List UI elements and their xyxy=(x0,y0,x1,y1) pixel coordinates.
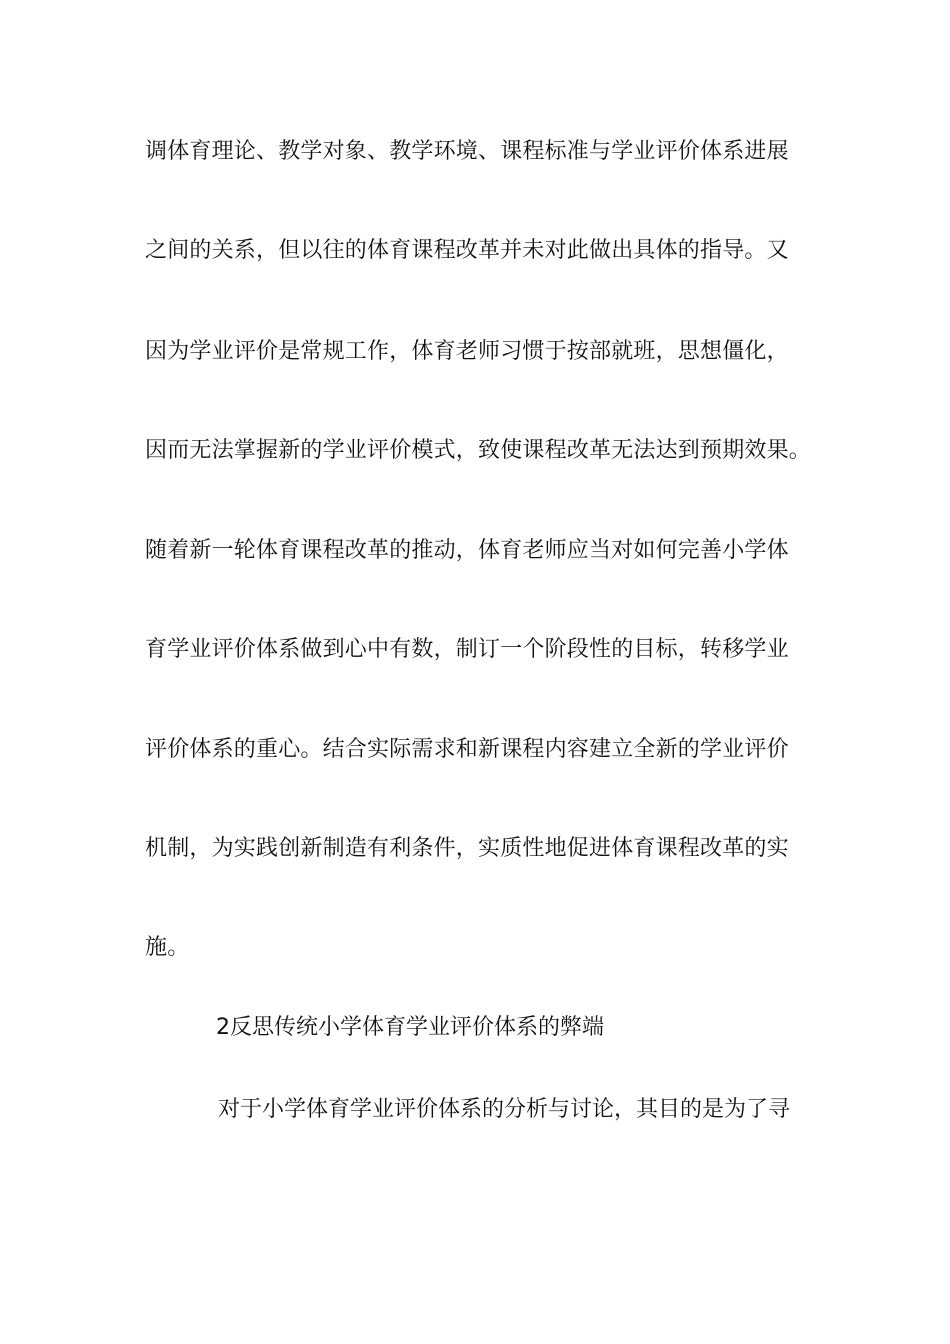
paragraph-line: 育学业评价体系做到心中有数，制订一个阶段性的目标，转移学业 xyxy=(145,637,789,662)
paragraph-line: 机制，为实践创新制造有利条件，实质性地促进体育课程改革的实 xyxy=(145,836,789,861)
paragraph-line: 调体育理论、教学对象、教学环境、课程标准与学业评价体系进展 xyxy=(145,139,789,164)
paragraph-first-line: 对于小学体育学业评价体系的分析与讨论，其目的是为了寻 xyxy=(218,1097,791,1122)
paragraph-line: 因为学业评价是常规工作，体育老师习惯于按部就班，思想僵化， xyxy=(145,339,789,364)
paragraph-line: 评价体系的重心。结合实际需求和新课程内容建立全新的学业评价 xyxy=(145,737,789,762)
paragraph-line: 随着新一轮体育课程改革的推动，体育老师应当对如何完善小学体 xyxy=(145,538,789,563)
paragraph-line: 之间的关系，但以往的体育课程改革并未对此做出具体的指导。又 xyxy=(145,238,789,263)
paragraph-line: 施。 xyxy=(145,935,190,960)
section-heading: 2反思传统小学体育学业评价体系的弊端 xyxy=(216,1015,604,1040)
paragraph-line: 因而无法掌握新的学业评价模式，致使课程改革无法达到预期效果。 xyxy=(145,438,812,463)
